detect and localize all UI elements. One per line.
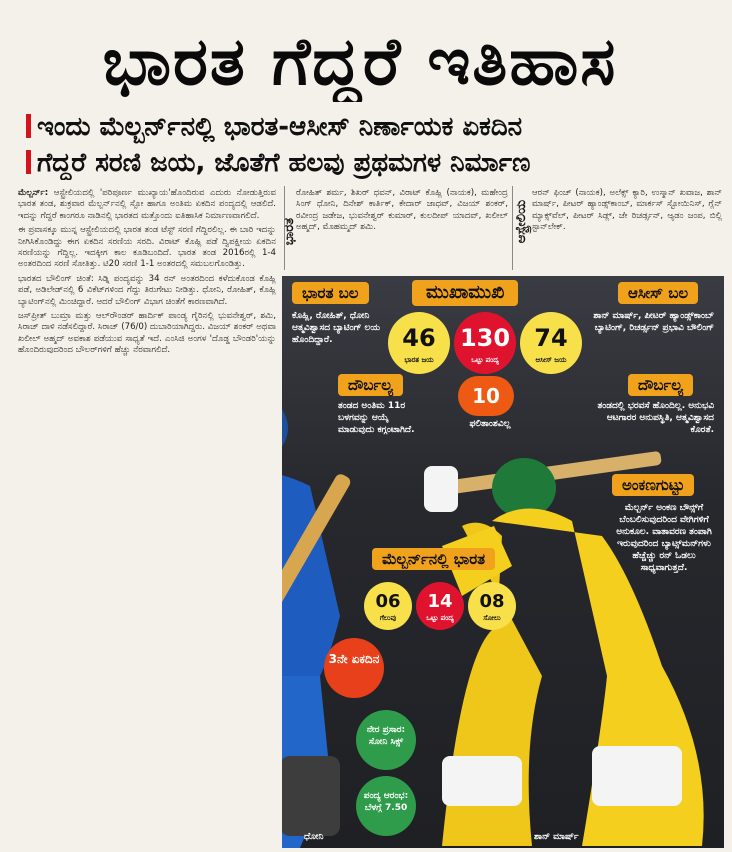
h2h-total-value: 130 xyxy=(459,324,511,352)
india-weakness-text: ತಂಡದ ಅಂತಿಮ 11ರ ಬಳಗವನ್ನು ಆಯ್ಕೆ ಮಾಡುವುದು ಕಗ್ಗಂಟಾಗಿದೆ. xyxy=(338,401,415,435)
h2h-no-result-label: ಫಲಿತಾಂಶವಿಲ್ಲ xyxy=(469,419,511,429)
caption-right: ಶಾನ್ ಮಾರ್ಷ್ xyxy=(534,832,579,842)
h2h-total xyxy=(454,312,516,374)
india-strength-text: ಕೊಹ್ಲಿ, ರೋಹಿತ್, ಧೋನಿ ಆತ್ಮವಿಶ್ವಾಸದ ಬ್ಯಾಟಿಂಗ್ ಲಯ ಹೊಂದಿದ್ದಾರೆ. xyxy=(292,311,381,345)
broadcast-badge xyxy=(356,710,416,770)
h2h-aus-wins xyxy=(520,312,582,374)
subhead-2 xyxy=(26,146,716,180)
h2h-no-result xyxy=(458,376,514,416)
article-paragraph: ಭಾರತದ ಬೌಲಿಂಗ್ ಚಿಂತೆ: ಸಿಡ್ನಿ ಪಂದ್ಯವನ್ನು 34 ರನ್ ಅಂತರದಿಂದ ಕಳೆದುಕೊಂಡ ಕೊಹ್ಲಿ ಪಡೆ, ಅಡಿಲೇಡ್‌ನಲ್ಲಿ 6 ವಿಕೆಟ್‌ಗಳಿಂದ ಗೆದ್ದು ತಿರುಗೇಟು ನೀಡಿತ್ತು. ಧೋನಿ, ರೋಹಿತ್, ಕೊಹ್ಲಿ ಬ್ಯಾಟಿಂಗ್‌ನಲ್ಲಿ ಮಿಂಚಿದ್ದಾರೆ. ಆದರೆ ಬೌಲಿಂಗ್ ವಿಭಾಗ ಚಿಂತೆಗೆ ಕಾರಣವಾಗಿದೆ. xyxy=(18,273,276,307)
squad-label-india: ಭಾರತ xyxy=(282,218,297,246)
red-bar xyxy=(26,150,31,174)
subhead-2-text: ಗೆದ್ದರೆ ಸರಣಿ ಜಯ, ಜೊತೆಗೆ ಹಲವು ಪ್ರಥಮಗಳ ನಿರ್ಮಾಣ xyxy=(37,148,531,178)
pitch-report-title: ಅಂಕಣಗುಟ್ಟು xyxy=(612,474,694,496)
mcg-won-label: ಗೆಲುವು xyxy=(379,614,397,622)
h2h-india-wins-value: 46 xyxy=(402,324,436,352)
squad-label-australia: ಆಸ್ಟ್ರೇಲಿಯ xyxy=(514,200,529,244)
india-weakness-title: ದೌರ್ಬಲ್ಯ xyxy=(338,374,403,396)
caption-left: ಧೋನಿ xyxy=(304,832,324,842)
start-time-badge xyxy=(356,776,416,836)
odi-badge: 3ನೇ ಏಕದಿನ xyxy=(324,638,384,698)
start-label: ಪಂದ್ಯ ಆರಂಭ: xyxy=(363,791,409,801)
mcg-total-value: 14 xyxy=(427,591,453,612)
article-paragraph: ಜಸ್‌ಪ್ರೀತ್ ಬುಮ್ರಾ ಮತ್ತು ಆಲ್‌ರೌಂಡರ್ ಹಾರ್ದಿಕ್ ಪಾಂಡ್ಯ ಗೈರಿನಲ್ಲಿ ಭುವನೇಶ್ವರ್, ಶಮಿ, ಸಿರಾಜ್ ದಾಳಿ ನಡೆಸಲಿದ್ದಾರೆ. ಸಿರಾಜ್ (76/0) ದುಬಾರಿಯಾಗಿದ್ದರು. ವಿಜಯ್ ಶಂಕರ್ ಅಥವಾ ಖಲೀಲ್ ಅಹ್ಮದ್ ಅವಕಾಶ ಪಡೆಯುವ ಸಾಧ್ಯತೆ ಇದೆ. ಎಂಸಿಜಿ ಅಂಗಳ 'ದೊಡ್ಡ ಬೌಂಡರಿ'ಯನ್ನು ಹೊಂದಿರುವುದರಿಂದ ಬೌಲರ್‌ಗಳಿಗೆ ಹೆಚ್ಚು ನೆರವಾಗಲಿದೆ. xyxy=(18,311,276,356)
headline: ಭಾರತ ಗೆದ್ದರೆ ಇತಿಹಾಸ xyxy=(102,23,618,100)
india-strength-title: ಭಾರತ ಬಲ xyxy=(292,282,369,304)
pitch-report-text: ಮೆಲ್ಬರ್ನ್ ಅಂಕಣ ಬೌನ್ಸ್‌ಗೆ ಬೆಂಬಲಿಸುವುದರಿಂದ ವೇಗಿಗಳಿಗೆ ಅನುಕೂಲ. ವಾತಾವರಣ ತಂಪಾಗಿ ಇರುವುದರಿಂದ ಬ್ಯಾಟ್ಸ್‌ಮನ್‌ಗಳು ಹೆಚ್ಚೆಚ್ಚು ರನ್ ಓಡಲು ಸಾಧ್ಯವಾಗುತ್ತದೆ. xyxy=(616,503,712,573)
infographic-panel xyxy=(282,276,724,848)
squad-india: ರೋಹಿತ್ ಶರ್ಮ, ಶಿಖರ್ ಧವನ್, ವಿರಾಟ್ ಕೊಹ್ಲಿ (ನಾಯಕ), ಮಹೇಂದ್ರ ಸಿಂಗ್ ಧೋನಿ, ದಿನೇಶ್ ಕಾರ್ತಿಕ್, ಕೇದಾರ್ ಜಾಧವ್, ವಿಜಯ್ ಶಂಕರ್, ರವೀಂದ್ರ ಜಡೇಜ, ಭುವನೇಶ್ವರ್ ಕುಮಾರ್, ಕುಲದೀಪ್ ಯಾದವ್, ಖಲೀಲ್ ಅಹ್ಮದ್, ಮೊಹಮ್ಮದ್ ಶಮಿ. xyxy=(296,188,508,233)
aus-strength-title: ಆಸೀಸ್ ಬಲ xyxy=(618,282,698,304)
aus-strength-text: ಶಾನ್ ಮಾರ್ಷ್, ಪೀಟರ್ ಹ್ಯಾಂಡ್ಸ್‌ಕಾಂಬ್ ಬ್ಯಾಟಿಂಗ್, ರಿಚರ್ಡ್ಸನ್ ಪ್ರಭಾವಿ ಬೌಲಿಂಗ್ xyxy=(593,311,714,333)
article-body xyxy=(18,188,276,640)
h2h-india-wins xyxy=(388,312,450,374)
red-bar xyxy=(26,114,31,138)
column-divider xyxy=(512,186,513,270)
start-value: ಬೆಳಗ್ಗೆ 7.50 xyxy=(364,803,408,813)
broadcast-label: ನೇರ ಪ್ರಸಾರ: xyxy=(366,725,406,735)
mcg-lost xyxy=(468,582,516,630)
h2h-no-result-value: 10 xyxy=(472,384,500,408)
squad-australia: ಆರನ್ ಫಿಂಚ್ (ನಾಯಕ), ಅಲೆಕ್ಸ್ ಕ್ಯಾರಿ, ಉಸ್ಮಾನ್ ಖವಾಜ, ಶಾನ್ ಮಾರ್ಷ್, ಪೀಟರ್ ಹ್ಯಾಂಡ್ಸ್‌ಕಾಂಬ್, ಮಾರ್ಕಸ್ ಸ್ಟೋಯಿನಿಸ್, ಗ್ಲೆನ್ ಮ್ಯಾಕ್ಸ್‌ವೆಲ್, ಪೀಟರ್ ಸಿಡ್ಲ್, ಜೇ ರಿಚರ್ಡ್ಸನ್, ಆ್ಯಡಂ ಜಂಪ, ಬಿಲ್ಲಿ ಸ್ಟಾನ್‌ಲೇಕ್. xyxy=(532,188,722,233)
subhead-1 xyxy=(26,110,716,144)
article-paragraph: ಆಸ್ಟ್ರೇಲಿಯದಲ್ಲಿ 'ಪರಿಪೂರ್ಣ ಮುಖ್ಯಾಯ'ಹೊಂದಿರುವ ಎದುರು ನೋಡುತ್ತಿರುವ ಭಾರತ ತಂಡ, ಶುಕ್ರವಾರ ಮೆಲ್ಬರ್ನ್‌ನಲ್ಲಿ ಸ್ಪೋ ಹಾಗೂ ಅಂತಿಮ ಏಕದಿನ ಪಂದ್ಯದಲ್ಲಿ ಆಡಲಿದೆ. ಇದನ್ನು ಗೆದ್ದರೆ ಕಾಂಗರೂ ನಾಡಿನಲ್ಲಿ ಭಾರತದ ಮತ್ತೊಂದು ಐತಿಹಾಸಿಕ ನಿರ್ಮಾಣವಾಗಲಿದೆ. xyxy=(18,188,276,221)
mcg-lost-value: 08 xyxy=(479,591,505,612)
dateline: ಮೆಲ್ಬರ್ನ್: xyxy=(18,188,49,198)
mcg-total-label: ಒಟ್ಟು ಪಂದ್ಯ xyxy=(426,614,454,622)
mcg-lost-label: ಸೋಲು xyxy=(483,614,501,622)
subhead-1-text: ಇಂದು ಮೆಲ್ಬರ್ನ್‌ನಲ್ಲಿ ಭಾರತ-ಆಸೀಸ್ ನಿರ್ಣಾಯಕ ಏಕದಿನ xyxy=(37,112,523,142)
article-paragraph: ಈ ಪ್ರವಾಸಕ್ಕೂ ಮುನ್ನ ಆಸ್ಟ್ರೇಲಿಯದಲ್ಲಿ ಭಾರತ ತಂಡ ಟೆಸ್ಟ್ ಸರಣಿ ಗೆದ್ದಿರಲಿಲ್ಲ. ಈ ಬಾರಿ ಇದನ್ನು ನೀಗಿಸಿಕೊಂಡಿದ್ದು ಈಗ ಏಕದಿನ ಸರಣಿಯ ಸರದಿ. ವಿರಾಟ್ ಕೊಹ್ಲಿ ಪಡೆ ದ್ವಿಪಕ್ಷೀಯ ಏಕದಿನ ಸರಣಿಯನ್ನು ಗೆದ್ದಿಲ್ಲ. ಇದಕ್ಕೀಗ ಕಾಲ ಕೂಡಿಬಂದಿದೆ. ಭಾರತ ತಂಡ 2016ರಲ್ಲಿ 1-4 ಅಂತರದಿಂದ ಸರಣಿ ಸೋತಿತ್ತು. ಟಿ20 ಸರಣಿ 1-1 ಅಂತರದಲ್ಲಿ ಸಮಬಲಗೊಂಡಿತ್ತು. xyxy=(18,225,276,270)
h2h-aus-wins-value: 74 xyxy=(534,324,568,352)
mcg-record-title: ಮೆಲ್ಬರ್ನ್‌ನಲ್ಲಿ ಭಾರತ xyxy=(372,548,495,570)
mcg-total xyxy=(416,582,464,630)
mcg-won-value: 06 xyxy=(375,591,401,612)
mcg-won xyxy=(364,582,412,630)
h2h-title: ಮುಖಾಮುಖಿ xyxy=(412,280,518,306)
h2h-india-wins-label: ಭಾರತ ಜಯ xyxy=(404,356,434,364)
aus-weakness-text: ತಂಡದಲ್ಲಿ ಭರವಸೆ ಹೊಂದಿಲ್ಲ. ಅನುಭವಿ ಆಟಗಾರರ ಅನುಪಸ್ಥಿತಿ, ಆತ್ಮವಿಶ್ವಾಸದ ಕೊರತೆ. xyxy=(597,401,714,435)
aus-weakness-title: ದೌರ್ಬಲ್ಯ xyxy=(628,374,693,396)
h2h-total-label: ಒಟ್ಟು ಪಂದ್ಯ xyxy=(471,356,499,364)
h2h-aus-wins-label: ಆಸೀಸ್ ಜಯ xyxy=(535,356,567,364)
broadcast-value: ಸೋನಿ ಸಿಕ್ಸ್ xyxy=(368,737,404,747)
